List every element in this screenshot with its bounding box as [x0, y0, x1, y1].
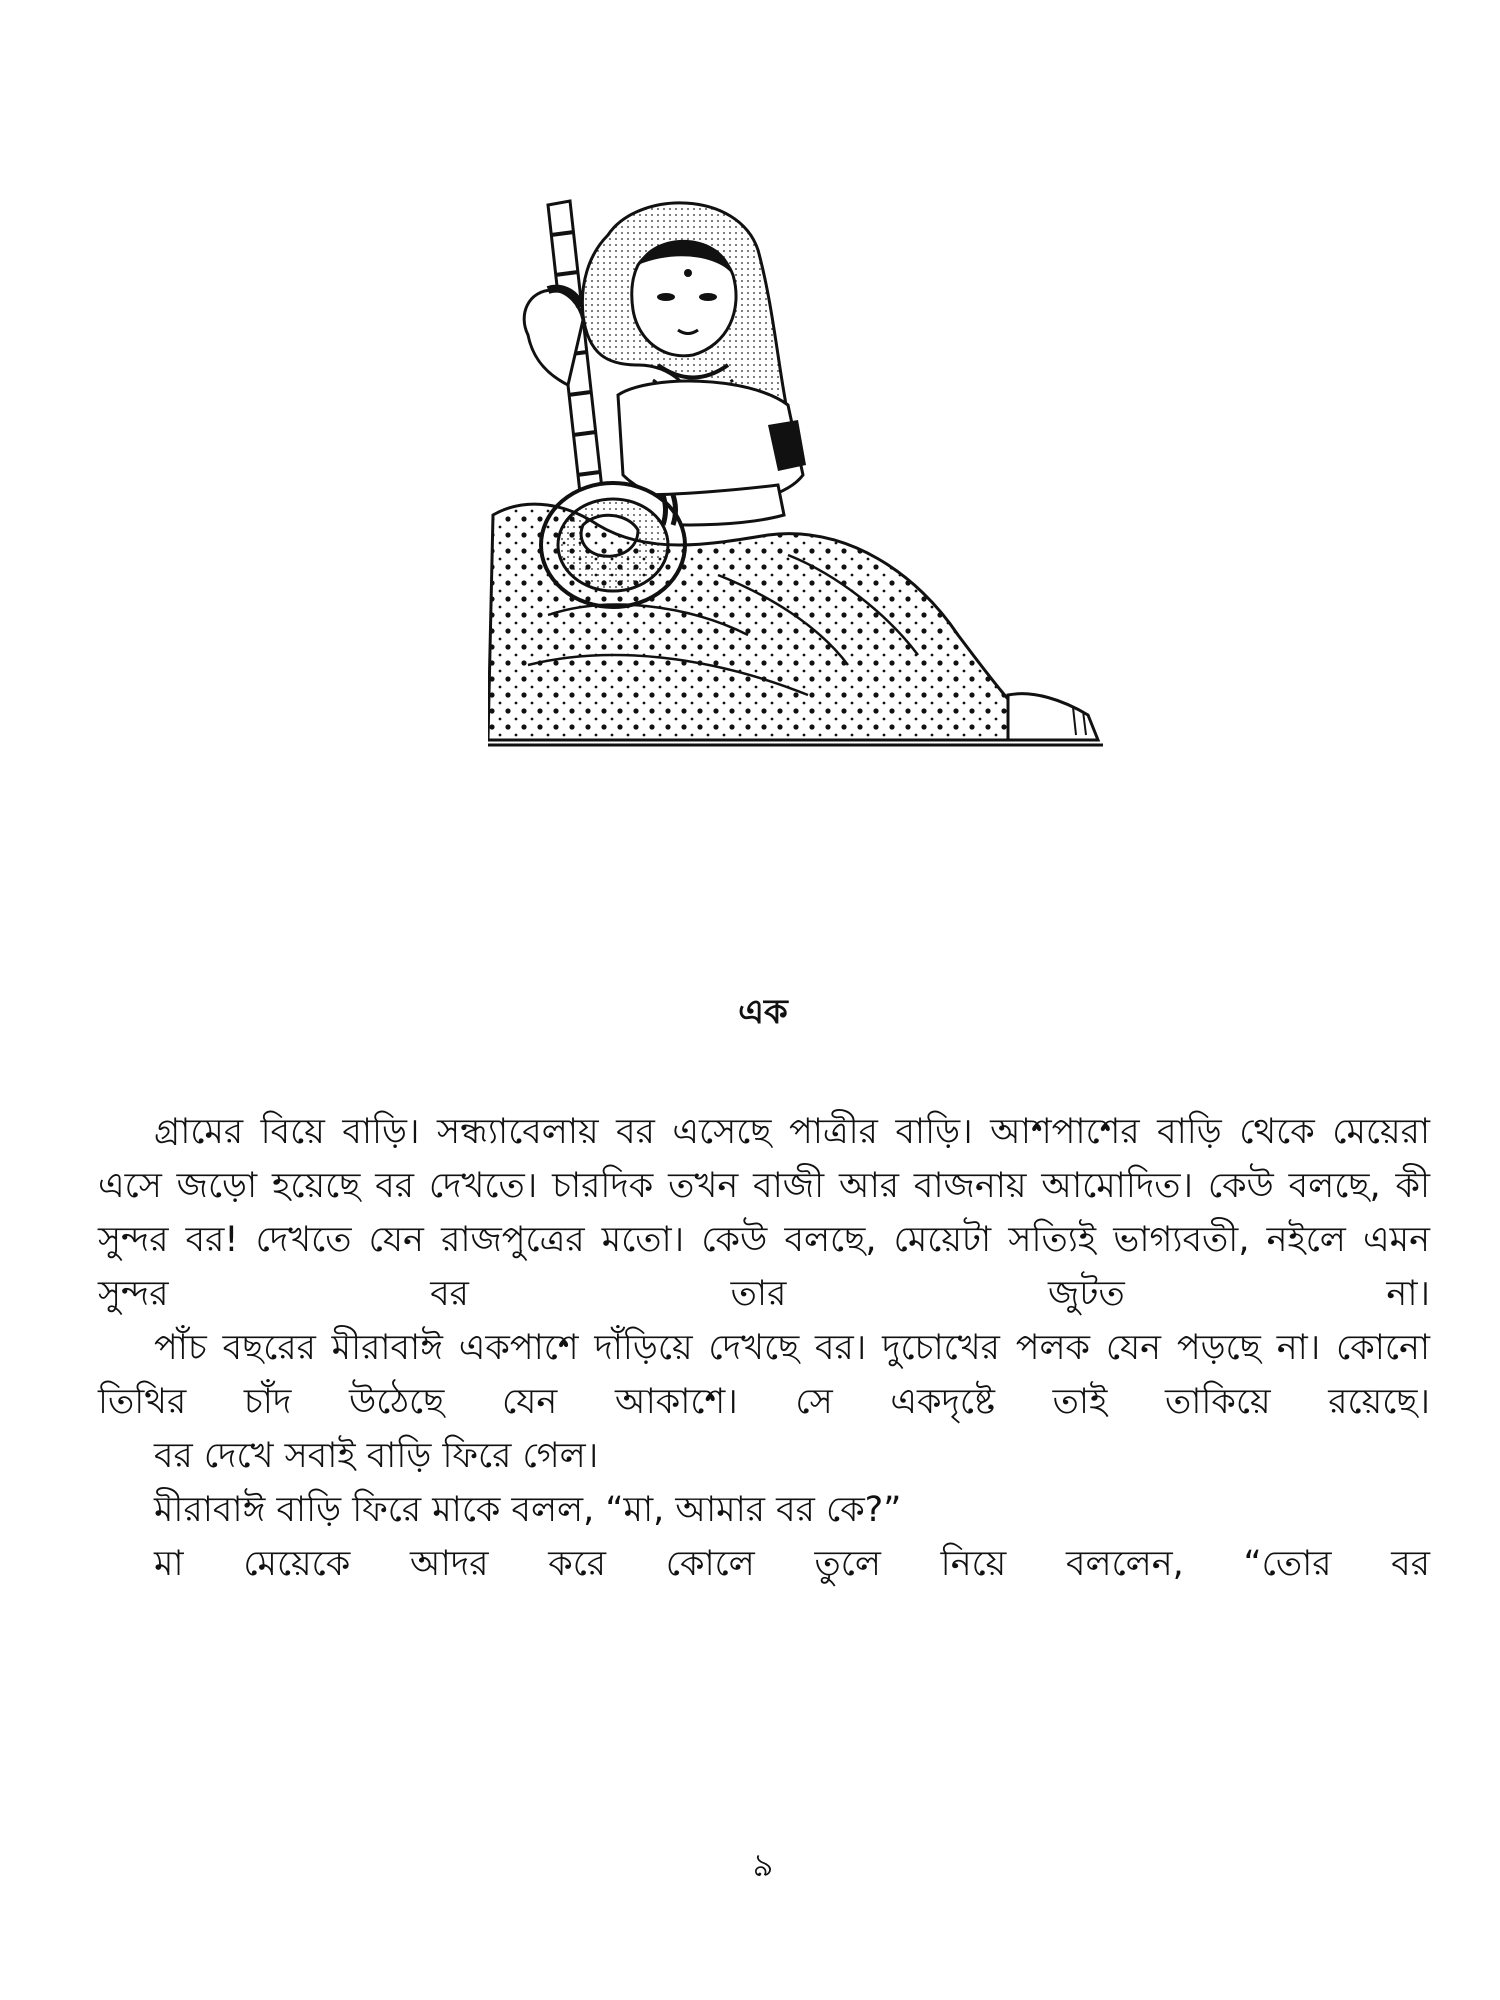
meerabai-illustration	[488, 195, 1103, 750]
chapter-heading: এক	[738, 992, 788, 1032]
page-number: ৯	[752, 1846, 774, 1884]
story-body	[98, 1105, 1430, 1591]
paragraph-3: বর দেখে সবাই বাড়ি ফিরে গেল।	[154, 1436, 599, 1476]
meerabai-playing-tanpura-icon	[488, 195, 1103, 750]
paragraph-4: মীরাবাঈ বাড়ি ফিরে মাকে বলল, “মা, আমার বর কে?”	[154, 1490, 902, 1530]
paragraph-1: গ্রামের বিয়ে বাড়ি। সন্ধ্যাবেলায় বর এসেছে পাত্রীর বাড়ি। আশপাশের বাড়ি থেকে মেয়েরা এসে জড়ো হয়েছে বর দেখতে। চারদিক তখন বাজী আর বাজনায় আমোদিত। কেউ বলছে, কী সুন্দর বর! দেখতে যেন রাজপুত্রের মতো। কেউ বলছে, মেয়েটা সত্যিই ভাগ্যবতী, নইলে এমন সুন্দর বর তার জুটত না।	[98, 1112, 1430, 1314]
paragraph-5: মা মেয়েকে আদর করে কোলে তুলে নিয়ে বললেন, “তোর বর	[154, 1544, 1430, 1584]
paragraph-2: পাঁচ বছরের মীরাবাঈ একপাশে দাঁড়িয়ে দেখছে বর। দুচোখের পলক যেন পড়ছে না। কোনো তিথির চাঁদ উঠেছে যেন আকাশে। সে একদৃষ্টে তাই তাকিয়ে রয়েছে।	[98, 1328, 1430, 1422]
